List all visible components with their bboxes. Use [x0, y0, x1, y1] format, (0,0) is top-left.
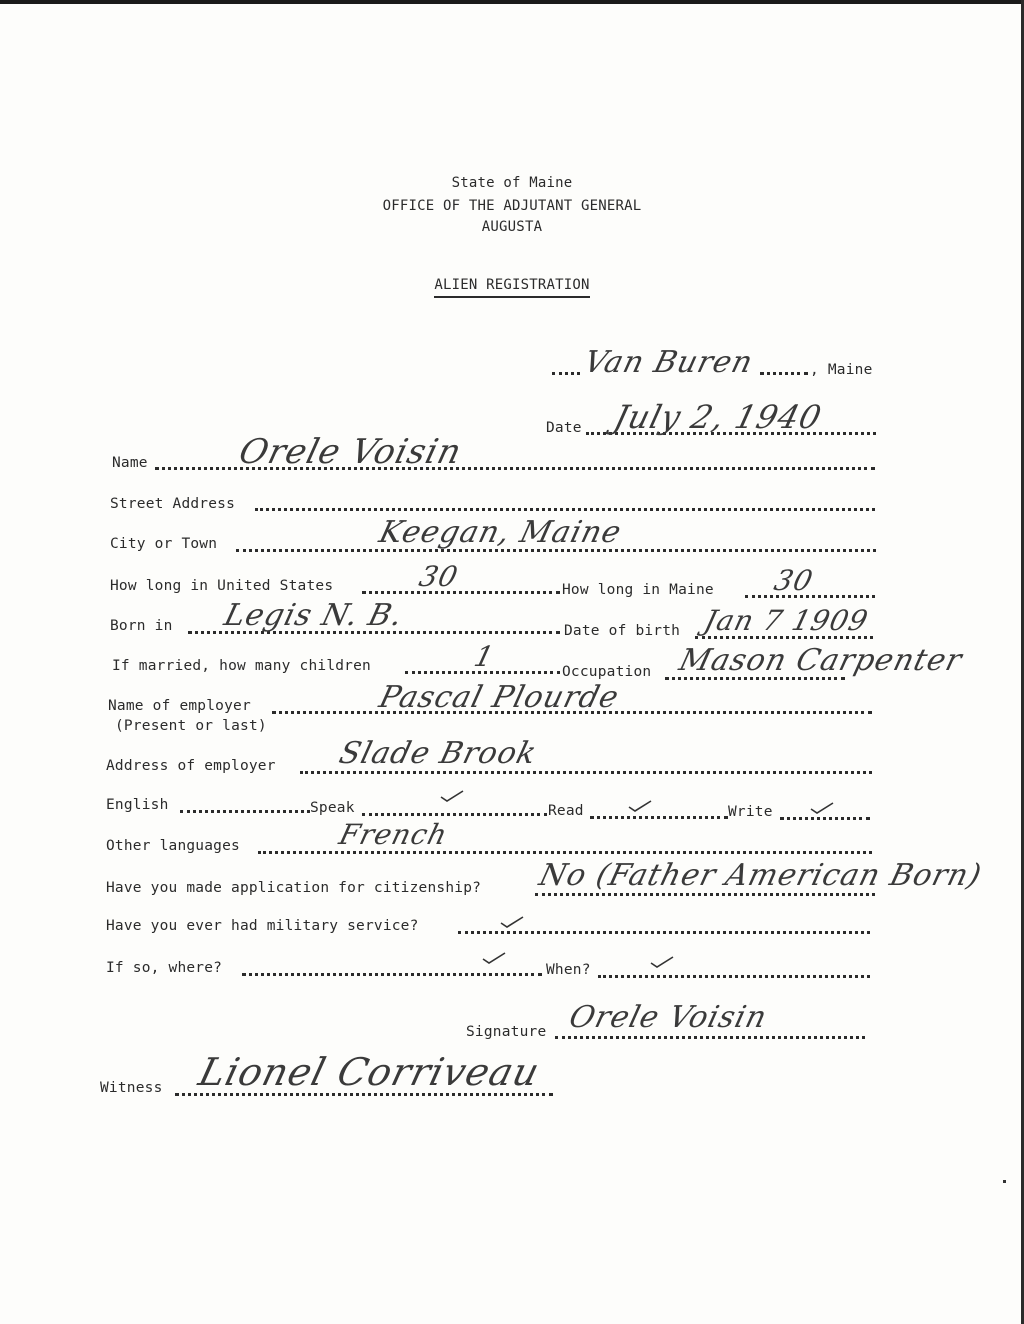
read-dots [590, 816, 728, 819]
children-value: 1 [470, 640, 498, 673]
speak-label: Speak [310, 800, 355, 816]
citizenship-dots [535, 893, 875, 896]
form-title-wrap [0, 277, 1024, 293]
citizenship-label: Have you made application for citizenship? [106, 880, 482, 896]
born-label: Born in [110, 618, 173, 634]
scan-border-top [0, 0, 1024, 4]
read-label: Read [548, 803, 584, 819]
write-checkmark-icon [810, 800, 834, 814]
where-checkmark-icon [482, 950, 506, 964]
english-label: English [106, 797, 169, 813]
witness-value: Lionel Corriveau [194, 1050, 545, 1094]
employer-address-dots [300, 771, 872, 774]
when-dots [598, 975, 870, 978]
name-value: Orele Voisin [235, 432, 467, 472]
scan-speck [1003, 1180, 1006, 1183]
date-label: Date [546, 420, 582, 436]
children-label: If married, how many children [112, 658, 371, 674]
where-label: If so, where? [106, 960, 223, 976]
occupation-label: Occupation [562, 664, 652, 680]
speak-checkmark-icon [440, 788, 464, 802]
write-dots [780, 817, 870, 820]
other-languages-label: Other languages [106, 838, 240, 854]
employer-address-value: Slade Brook [335, 736, 541, 771]
signature-dots [555, 1036, 865, 1039]
how-long-us-value: 30 [415, 560, 462, 593]
dob-value: Jan 7 1909 [700, 604, 872, 637]
military-checkmark-icon [500, 914, 524, 928]
form-title: ALIEN REGISTRATION [434, 277, 589, 298]
military-label: Have you ever had military service? [106, 918, 419, 934]
how-long-maine-value: 30 [770, 564, 817, 597]
write-label: Write [728, 804, 773, 820]
dob-label: Date of birth [564, 623, 681, 639]
where-dots [242, 973, 542, 976]
signature-label: Signature [466, 1024, 547, 1040]
city-label: City or Town [110, 536, 218, 552]
read-checkmark-icon [628, 798, 652, 812]
other-languages-dots [258, 851, 872, 854]
street-label: Street Address [110, 496, 236, 512]
office-heading: OFFICE OF THE ADJUTANT GENERAL [382, 198, 642, 214]
when-checkmark-icon [650, 954, 674, 968]
how-long-maine-label: How long in Maine [562, 582, 714, 598]
town-leader-dots [552, 372, 580, 375]
city-value: Keegan, Maine [375, 515, 626, 550]
how-long-us-dots [362, 591, 560, 594]
born-value: Legis N. B. [220, 598, 407, 633]
town-value: Van Buren [580, 345, 757, 380]
city-heading: AUGUSTA [481, 219, 543, 235]
when-label: When? [546, 962, 591, 978]
english-dots [180, 810, 310, 813]
employer-value: Pascal Plourde [375, 680, 623, 715]
speak-dots [362, 813, 547, 816]
how-long-maine-dots [745, 595, 875, 598]
street-dots [255, 508, 875, 511]
citizenship-value: No (Father American Born) [535, 858, 986, 893]
occupation-value: Mason Carpenter [675, 643, 966, 678]
how-long-us-label: How long in United States [110, 578, 334, 594]
date-value: July 2, 1940 [610, 398, 826, 436]
employer-address-label: Address of employer [106, 758, 276, 774]
signature-value: Orele Voisin [565, 1000, 771, 1035]
name-label: Name [112, 455, 148, 471]
military-dots [458, 931, 870, 934]
employer-label: Name of employer [108, 698, 251, 714]
employer-sub-label: (Present or last) [115, 718, 267, 734]
state-heading: State of Maine [451, 175, 573, 191]
town-trail-dots [760, 372, 808, 375]
other-languages-value: French [335, 818, 452, 851]
maine-label: , Maine [810, 362, 873, 378]
witness-label: Witness [100, 1080, 163, 1096]
